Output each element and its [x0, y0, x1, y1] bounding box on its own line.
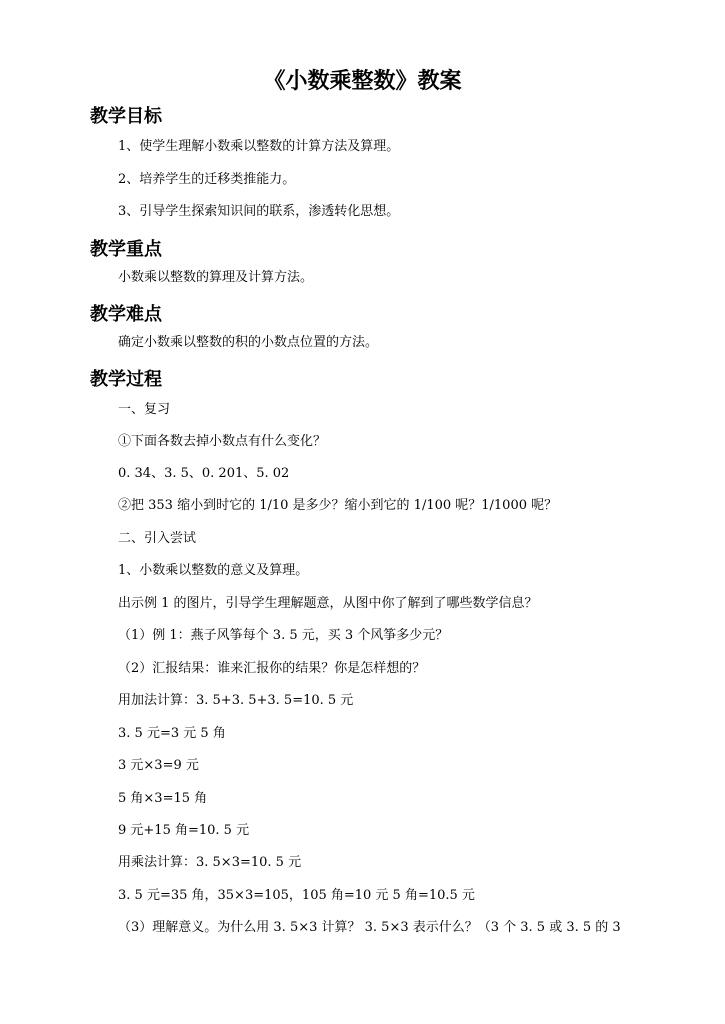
key-points-text: 小数乘以整数的算理及计算方法。 [118, 270, 314, 285]
process-line: 3. 5 元=3 元 5 角 [118, 726, 226, 741]
process-line: 1、小数乘以整数的意义及算理。 [118, 563, 309, 578]
process-line: （3）理解意义。为什么用 3. 5×3 计算？ 3. 5×3 表示什么？（3 个 3. 5 或 3. 5 的 3 [118, 920, 621, 935]
goal-item-3: 3、引导学生探索知识间的联系，渗透转化思想。 [118, 204, 400, 219]
process-line: （1）例 1：燕子风筝每个 3. 5 元，买 3 个风筝多少元？ [118, 628, 449, 643]
heading-key-points: 教学重点 [90, 239, 162, 260]
process-line: ②把 353 缩小到时它的 1/10 是多少？缩小到它的 1/100 呢？1/1000 呢？ [118, 498, 558, 513]
heading-teaching-goals: 教学目标 [90, 106, 162, 127]
heading-difficulties: 教学难点 [90, 304, 162, 325]
process-line: 用乘法计算：3. 5×3=10. 5 元 [118, 855, 302, 870]
document-title: 《小数乘整数》教案 [263, 68, 462, 94]
process-line: 9 元+15 角=10. 5 元 [118, 823, 250, 838]
process-line: 一、复习 [118, 402, 171, 417]
process-line: 5 角×3=15 角 [118, 791, 208, 806]
process-line: （2）汇报结果：谁来汇报你的结果？你是怎样想的？ [118, 661, 426, 676]
difficulties-text: 确定小数乘以整数的积的小数点位置的方法。 [118, 335, 379, 350]
process-line: 出示例 1 的图片，引导学生理解题意，从图中你了解到了哪些数学信息？ [118, 596, 538, 611]
process-line: 3. 5 元=35 角，35×3=105，105 角=10 元 5 角=10.5 元 [118, 888, 475, 903]
goal-item-2: 2、培养学生的迁移类推能力。 [118, 172, 296, 187]
process-line: ①下面各数去掉小数点有什么变化？ [118, 434, 327, 449]
process-line: 二、引入尝试 [118, 531, 197, 546]
process-line: 3 元×3=9 元 [118, 758, 199, 773]
goal-item-1: 1、使学生理解小数乘以整数的计算方法及算理。 [118, 139, 400, 154]
process-line: 用加法计算：3. 5+3. 5+3. 5=10. 5 元 [118, 693, 354, 708]
process-line: 0. 34、3. 5、0. 201、5. 02 [118, 466, 290, 481]
heading-teaching-process: 教学过程 [90, 369, 162, 390]
